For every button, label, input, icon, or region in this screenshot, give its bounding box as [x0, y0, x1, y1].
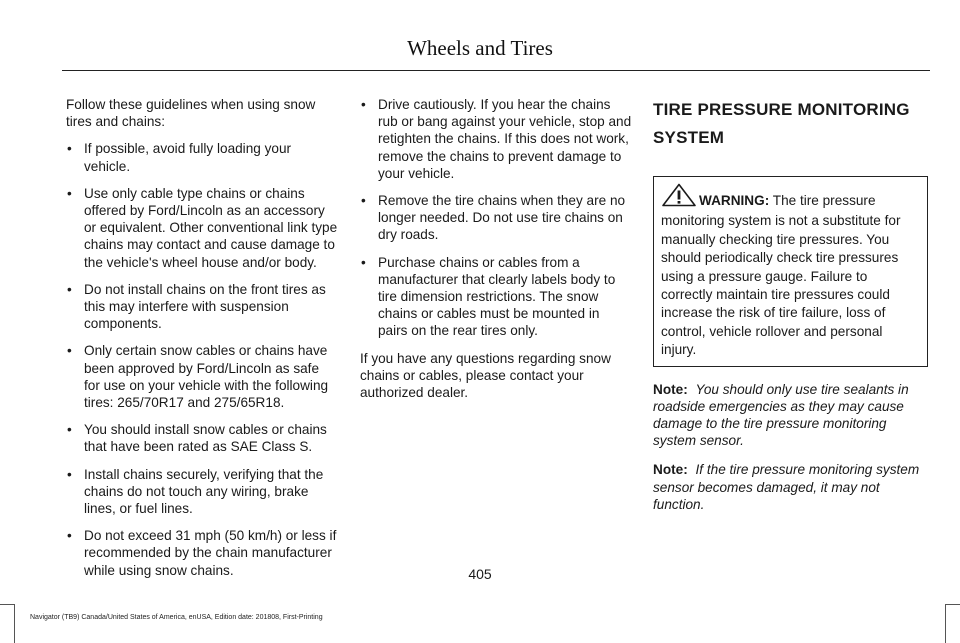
note-paragraph — [653, 381, 928, 450]
column-left — [66, 96, 338, 589]
list-item: • Drive cautiously. If you hear the chains rub or bang against your vehicle, stop and retighten the chains. If this does not work, remove the chains to prevent damage to your vehicle. — [360, 96, 632, 182]
warning-label: WARNING: — [699, 193, 770, 208]
header-divider — [62, 70, 930, 71]
list-item: • You should install snow cables or chains that have been rated as SAE Class S. — [66, 421, 338, 455]
list-item: • Do not install chains on the front tires as this may interfere with suspension components. — [66, 281, 338, 333]
list-item: • Use only cable type chains or chains offered by Ford/Lincoln as an accessory or equivalent. Other conventional link type chains may contact and cause damage to the vehicle's wheel house and/or body. — [66, 185, 338, 271]
list-item: • Remove the tire chains when they are no longer needed. Do not use tire chains on dry roads. — [360, 192, 632, 244]
edition-footer: Navigator (TB9) Canada/United States of America, enUSA, Edition date: 201808, First-Printing — [30, 614, 323, 621]
list-item: • Purchase chains or cables from a manufacturer that clearly labels body to tire dimension restrictions. The snow chains or cables must be mounted in pairs on the rear tires only. — [360, 254, 632, 340]
section-heading-line2: SYSTEM — [653, 128, 725, 147]
note-paragraph — [653, 461, 928, 513]
snow-chain-guidelines-list — [66, 140, 338, 578]
closing-paragraph: If you have any questions regarding snow chains or cables, please contact your authorized dealer. — [360, 350, 611, 401]
note-label: Note: — [653, 381, 688, 397]
column-middle — [360, 96, 632, 411]
list-item: • If possible, avoid fully loading your vehicle. — [66, 140, 338, 174]
page-title: Wheels and Tires — [407, 36, 553, 60]
warning-text: The tire pressure monitoring system is not a substitute for manually checking tire pressures. You should periodically check tire pressures using a pressure gauge. Failure to correctly maintain tire pressures could increase the risk of tire failure, loss of control, vehicle rollover and personal injury. — [661, 193, 901, 358]
crop-mark — [14, 604, 15, 643]
section-heading-line1: TIRE PRESSURE MONITORING — [653, 100, 910, 119]
list-item: • Do not exceed 31 mph (50 km/h) or less if recommended by the chain manufacturer while using snow chains. — [66, 527, 338, 579]
crop-mark — [945, 604, 946, 643]
note-text: You should only use tire sealants in roadside emergencies as they may cause damage to the tire pressure monitoring system sensor. — [653, 381, 909, 449]
list-item: • Only certain snow cables or chains have been approved by Ford/Lincoln as safe for use on your vehicle with the following tires: 265/70R17 and 275/65R18. — [66, 342, 338, 411]
snow-chain-guidelines-list-continued — [360, 96, 632, 340]
page-number: 405 — [468, 566, 492, 582]
note-label: Note: — [653, 462, 688, 478]
list-item: • Install chains securely, verifying that the chains do not touch any wiring, brake lines, or fuel lines. — [66, 466, 338, 518]
warning-triangle-icon — [661, 183, 697, 212]
intro-paragraph: Follow these guidelines when using snow tires and chains: — [66, 97, 316, 130]
section-heading — [653, 96, 928, 152]
column-right — [653, 96, 928, 525]
warning-box — [653, 176, 928, 367]
note-text: If the tire pressure monitoring system sensor becomes damaged, it may not function. — [653, 462, 920, 512]
crop-mark — [946, 604, 960, 605]
crop-mark — [0, 604, 14, 605]
